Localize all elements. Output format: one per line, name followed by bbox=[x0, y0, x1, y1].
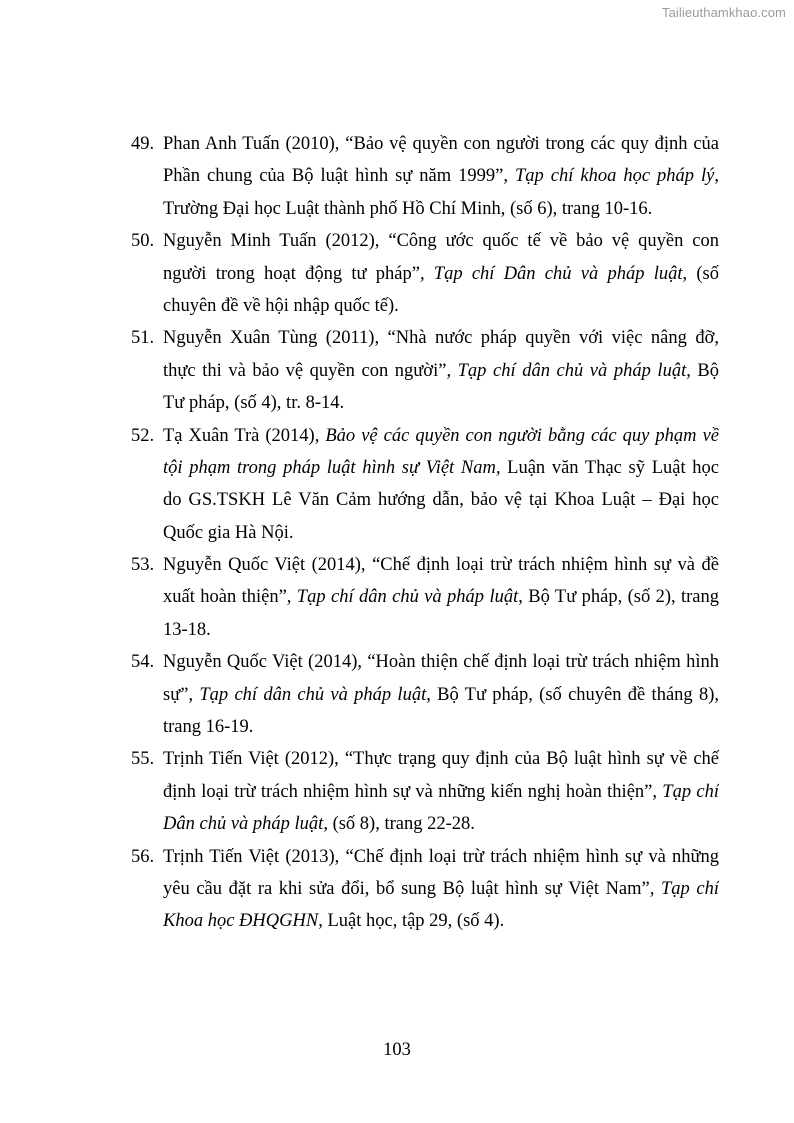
reference-number: 49. bbox=[131, 134, 155, 154]
reference-item bbox=[0, 322, 794, 419]
reference-segment: do GS.TSKH Lê Văn Cảm hướng dẫn, bảo vệ tại Khoa Luật – Đại học bbox=[163, 490, 719, 511]
reference-italic-segment: Dân chủ và pháp luật bbox=[163, 814, 324, 835]
reference-number: 56. bbox=[131, 846, 155, 867]
reference-line bbox=[163, 517, 719, 549]
reference-number: 51. bbox=[131, 328, 155, 349]
reference-italic-segment: Khoa học ĐHQGHN bbox=[163, 911, 319, 932]
reference-segment: , Bộ bbox=[686, 360, 719, 381]
reference-segment: yêu cầu đặt ra khi sửa đổi, bổ sung Bộ luật hình sự Việt Nam” bbox=[163, 878, 650, 899]
reference-line bbox=[163, 452, 719, 484]
reference-item bbox=[0, 743, 794, 840]
reference-line bbox=[163, 614, 719, 646]
reference-text bbox=[163, 743, 719, 840]
reference-segment: Luận văn Thạc sỹ Luật học bbox=[500, 457, 719, 478]
watermark-text: Tailieuthamkhao.com bbox=[661, 5, 786, 20]
reference-line bbox=[163, 646, 719, 678]
reference-segment: Trịnh Tiến Việt (2012), “Thực trạng quy định của Bộ luật hình sự về chế bbox=[163, 749, 719, 770]
reference-line bbox=[163, 258, 719, 290]
reference-line bbox=[163, 711, 719, 743]
reference-item bbox=[0, 646, 794, 743]
reference-line bbox=[163, 322, 719, 354]
reference-segment: 13-18. bbox=[163, 619, 211, 640]
reference-item bbox=[0, 128, 794, 225]
reference-text bbox=[163, 549, 719, 646]
reference-segment: Trường Đại học Luật thành phố Hồ Chí Minh, (số 6), trang 10-16. bbox=[163, 198, 653, 219]
reference-segment: , (số 8), trang 22-28. bbox=[323, 814, 475, 835]
reference-italic-segment: , Tạp chí dân chủ và pháp luật bbox=[446, 360, 687, 381]
reference-text bbox=[163, 646, 719, 743]
reference-line bbox=[163, 484, 719, 516]
reference-line bbox=[163, 776, 719, 808]
reference-line bbox=[163, 420, 719, 452]
reference-segment: , Bộ Tư pháp, (số chuyên đề tháng 8), bbox=[426, 684, 719, 705]
reference-segment: , (số bbox=[682, 263, 719, 284]
reference-line bbox=[163, 581, 719, 613]
reference-item bbox=[0, 549, 794, 646]
reference-line bbox=[163, 225, 719, 257]
reference-italic-segment: , Tạp chí khoa học pháp lý bbox=[503, 166, 715, 187]
reference-line bbox=[163, 808, 719, 840]
reference-segment: Nguyễn Quốc Việt (2014), “Chế định loại trừ trách nhiệm hình sự và đề bbox=[163, 555, 719, 576]
reference-segment: sự”, bbox=[163, 684, 200, 705]
reference-item bbox=[0, 841, 794, 938]
reference-segment: Nguyễn Quốc Việt (2014), “Hoàn thiện chế định loại trừ trách nhiệm hình bbox=[163, 652, 719, 673]
reference-segment: Quốc gia Hà Nội. bbox=[163, 522, 294, 543]
reference-segment: trang 16-19. bbox=[163, 717, 254, 738]
reference-line bbox=[163, 160, 719, 192]
reference-line bbox=[163, 841, 719, 873]
reference-segment: Nguyễn Xuân Tùng (2011), “Nhà nước pháp quyền với việc nâng đỡ, bbox=[163, 328, 719, 349]
reference-italic-segment: Tạp chí dân chủ và pháp luật bbox=[199, 684, 427, 705]
reference-segment: Nguyễn Minh Tuấn (2012), “Công ước quốc tế về bảo vệ quyền con bbox=[163, 231, 719, 252]
reference-number: 50. bbox=[131, 231, 155, 252]
reference-number: 54. bbox=[131, 652, 155, 673]
reference-line bbox=[163, 549, 719, 581]
reference-segment: xuất hoàn thiện” bbox=[163, 587, 287, 608]
reference-line bbox=[163, 743, 719, 775]
reference-segment: Phan Anh Tuấn (2010), “Bảo vệ quyền con người trong các quy định của bbox=[163, 134, 719, 154]
reference-segment: Tạ Xuân Trà (2014), bbox=[163, 425, 326, 446]
reference-line bbox=[163, 873, 719, 905]
reference-segment: định loại trừ trách nhiệm hình sự và những kiến nghị hoàn thiện” bbox=[163, 781, 653, 802]
reference-segment: người trong hoạt động tư pháp” bbox=[163, 263, 420, 284]
reference-segment: thực thi và bảo vệ quyền con người” bbox=[163, 360, 447, 381]
reference-italic-segment: , Tạp chí bbox=[652, 781, 719, 802]
reference-segment: Phần chung của Bộ luật hình sự năm 1999” bbox=[163, 166, 504, 187]
reference-italic-segment: Bảo vệ các quyền con người bằng các quy phạm về bbox=[325, 425, 719, 446]
reference-segment: , bbox=[714, 166, 719, 187]
reference-text bbox=[163, 420, 719, 550]
reference-segment: Tư pháp, (số 4), tr. 8-14. bbox=[163, 393, 345, 414]
reference-number: 55. bbox=[131, 749, 155, 770]
reference-line bbox=[163, 193, 719, 225]
reference-segment: chuyên đề về hội nhập quốc tế). bbox=[163, 295, 399, 316]
reference-italic-segment: , Tạp chí dân chủ và pháp luật bbox=[286, 587, 519, 608]
reference-list bbox=[0, 128, 794, 938]
reference-line bbox=[163, 128, 719, 160]
reference-segment: , Luật học, tập 29, (số 4). bbox=[318, 911, 505, 932]
reference-text bbox=[163, 225, 719, 322]
reference-segment: Trịnh Tiến Việt (2013), “Chế định loại trừ trách nhiệm hình sự và những bbox=[163, 846, 719, 867]
reference-italic-segment: , Tạp chí Dân chủ và pháp luật bbox=[419, 263, 683, 284]
reference-italic-segment: , Tạp chí bbox=[649, 878, 719, 899]
reference-line bbox=[163, 355, 719, 387]
reference-line bbox=[163, 387, 719, 419]
reference-line bbox=[163, 679, 719, 711]
reference-item bbox=[0, 420, 794, 550]
reference-number: 53. bbox=[131, 555, 155, 576]
reference-text bbox=[163, 841, 719, 938]
reference-line bbox=[163, 290, 719, 322]
reference-item bbox=[0, 225, 794, 322]
reference-segment: , Bộ Tư pháp, (số 2), trang bbox=[518, 587, 719, 608]
reference-line bbox=[163, 905, 719, 937]
reference-text bbox=[163, 128, 719, 225]
reference-text bbox=[163, 322, 719, 419]
reference-number: 52. bbox=[131, 425, 155, 446]
page-number: 103 bbox=[383, 1040, 411, 1060]
reference-italic-segment: tội phạm trong pháp luật hình sự Việt Nam, bbox=[163, 457, 501, 478]
